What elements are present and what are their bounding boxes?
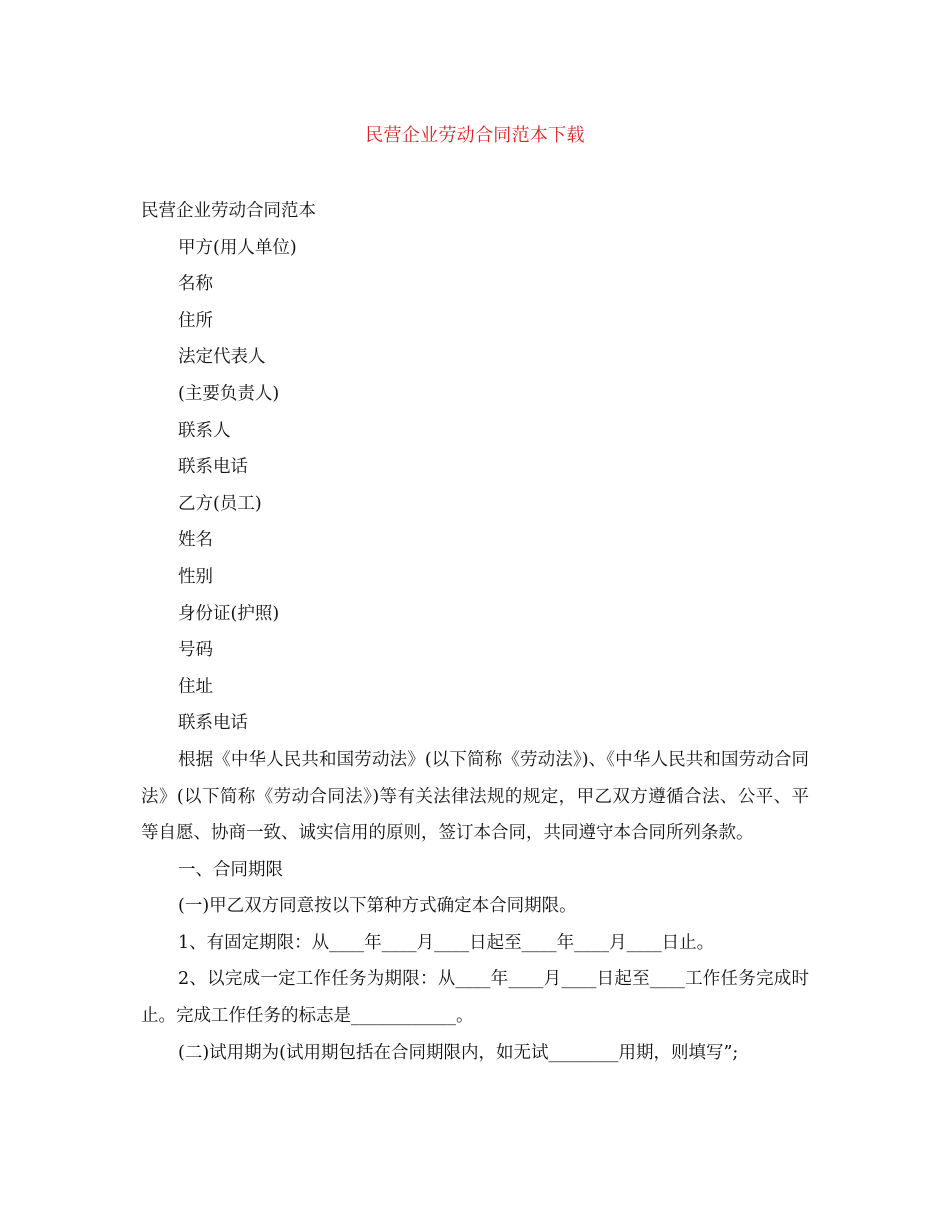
party-a-principal-label: (主要负责人) <box>178 383 280 404</box>
section-1-heading: 一、合同期限 <box>178 859 283 880</box>
party-b-number-label: 号码 <box>178 640 213 661</box>
clause-1-1: 1、有固定期限：从____年____月____日起至____年____月____日止。 <box>178 932 715 953</box>
clause-2: (二)试用期为(试用期包括在合同期限内，如无试________用期，则填写”; <box>178 1042 739 1063</box>
party-a-heading: 甲方(用人单位) <box>178 237 297 258</box>
party-b-heading: 乙方(员工) <box>178 493 262 514</box>
party-b-gender-label: 性别 <box>178 566 213 587</box>
party-b-address-label: 住址 <box>178 676 213 697</box>
party-a-legal-rep-label: 法定代表人 <box>178 347 266 368</box>
party-a-name-label: 名称 <box>178 274 213 295</box>
party-b-phone-label: 联系电话 <box>178 713 248 734</box>
party-a-address-label: 住所 <box>178 310 213 331</box>
party-b-name-label: 姓名 <box>178 530 213 551</box>
contract-subtitle: 民营企业劳动合同范本 <box>141 201 316 221</box>
document-title: 民营企业劳动合同范本下载 <box>365 125 585 146</box>
document-body <box>141 193 809 1071</box>
preamble-paragraph: 根据《中华人民共和国劳动法》(以下简称《劳动法》)、《中华人民共和国劳动合同法》(以下简称《劳动合同法》)等有关法律法规的规定，甲乙双方遵循合法、公平、平等自愿、协商一致、诚实信用的原则，签订本合同，共同遵守本合同所列条款。 <box>141 749 809 844</box>
party-a-contact-label: 联系人 <box>178 420 231 441</box>
party-b-id-label: 身份证(护照) <box>178 603 280 624</box>
clause-1: (一)甲乙双方同意按以下第种方式确定本合同期限。 <box>178 896 577 917</box>
party-a-phone-label: 联系电话 <box>178 457 248 478</box>
clause-1-2: 2、以完成一定工作任务为期限：从____年____月____日起至____工作任务完成时止。完成工作任务的标志是____________。 <box>141 969 809 1027</box>
